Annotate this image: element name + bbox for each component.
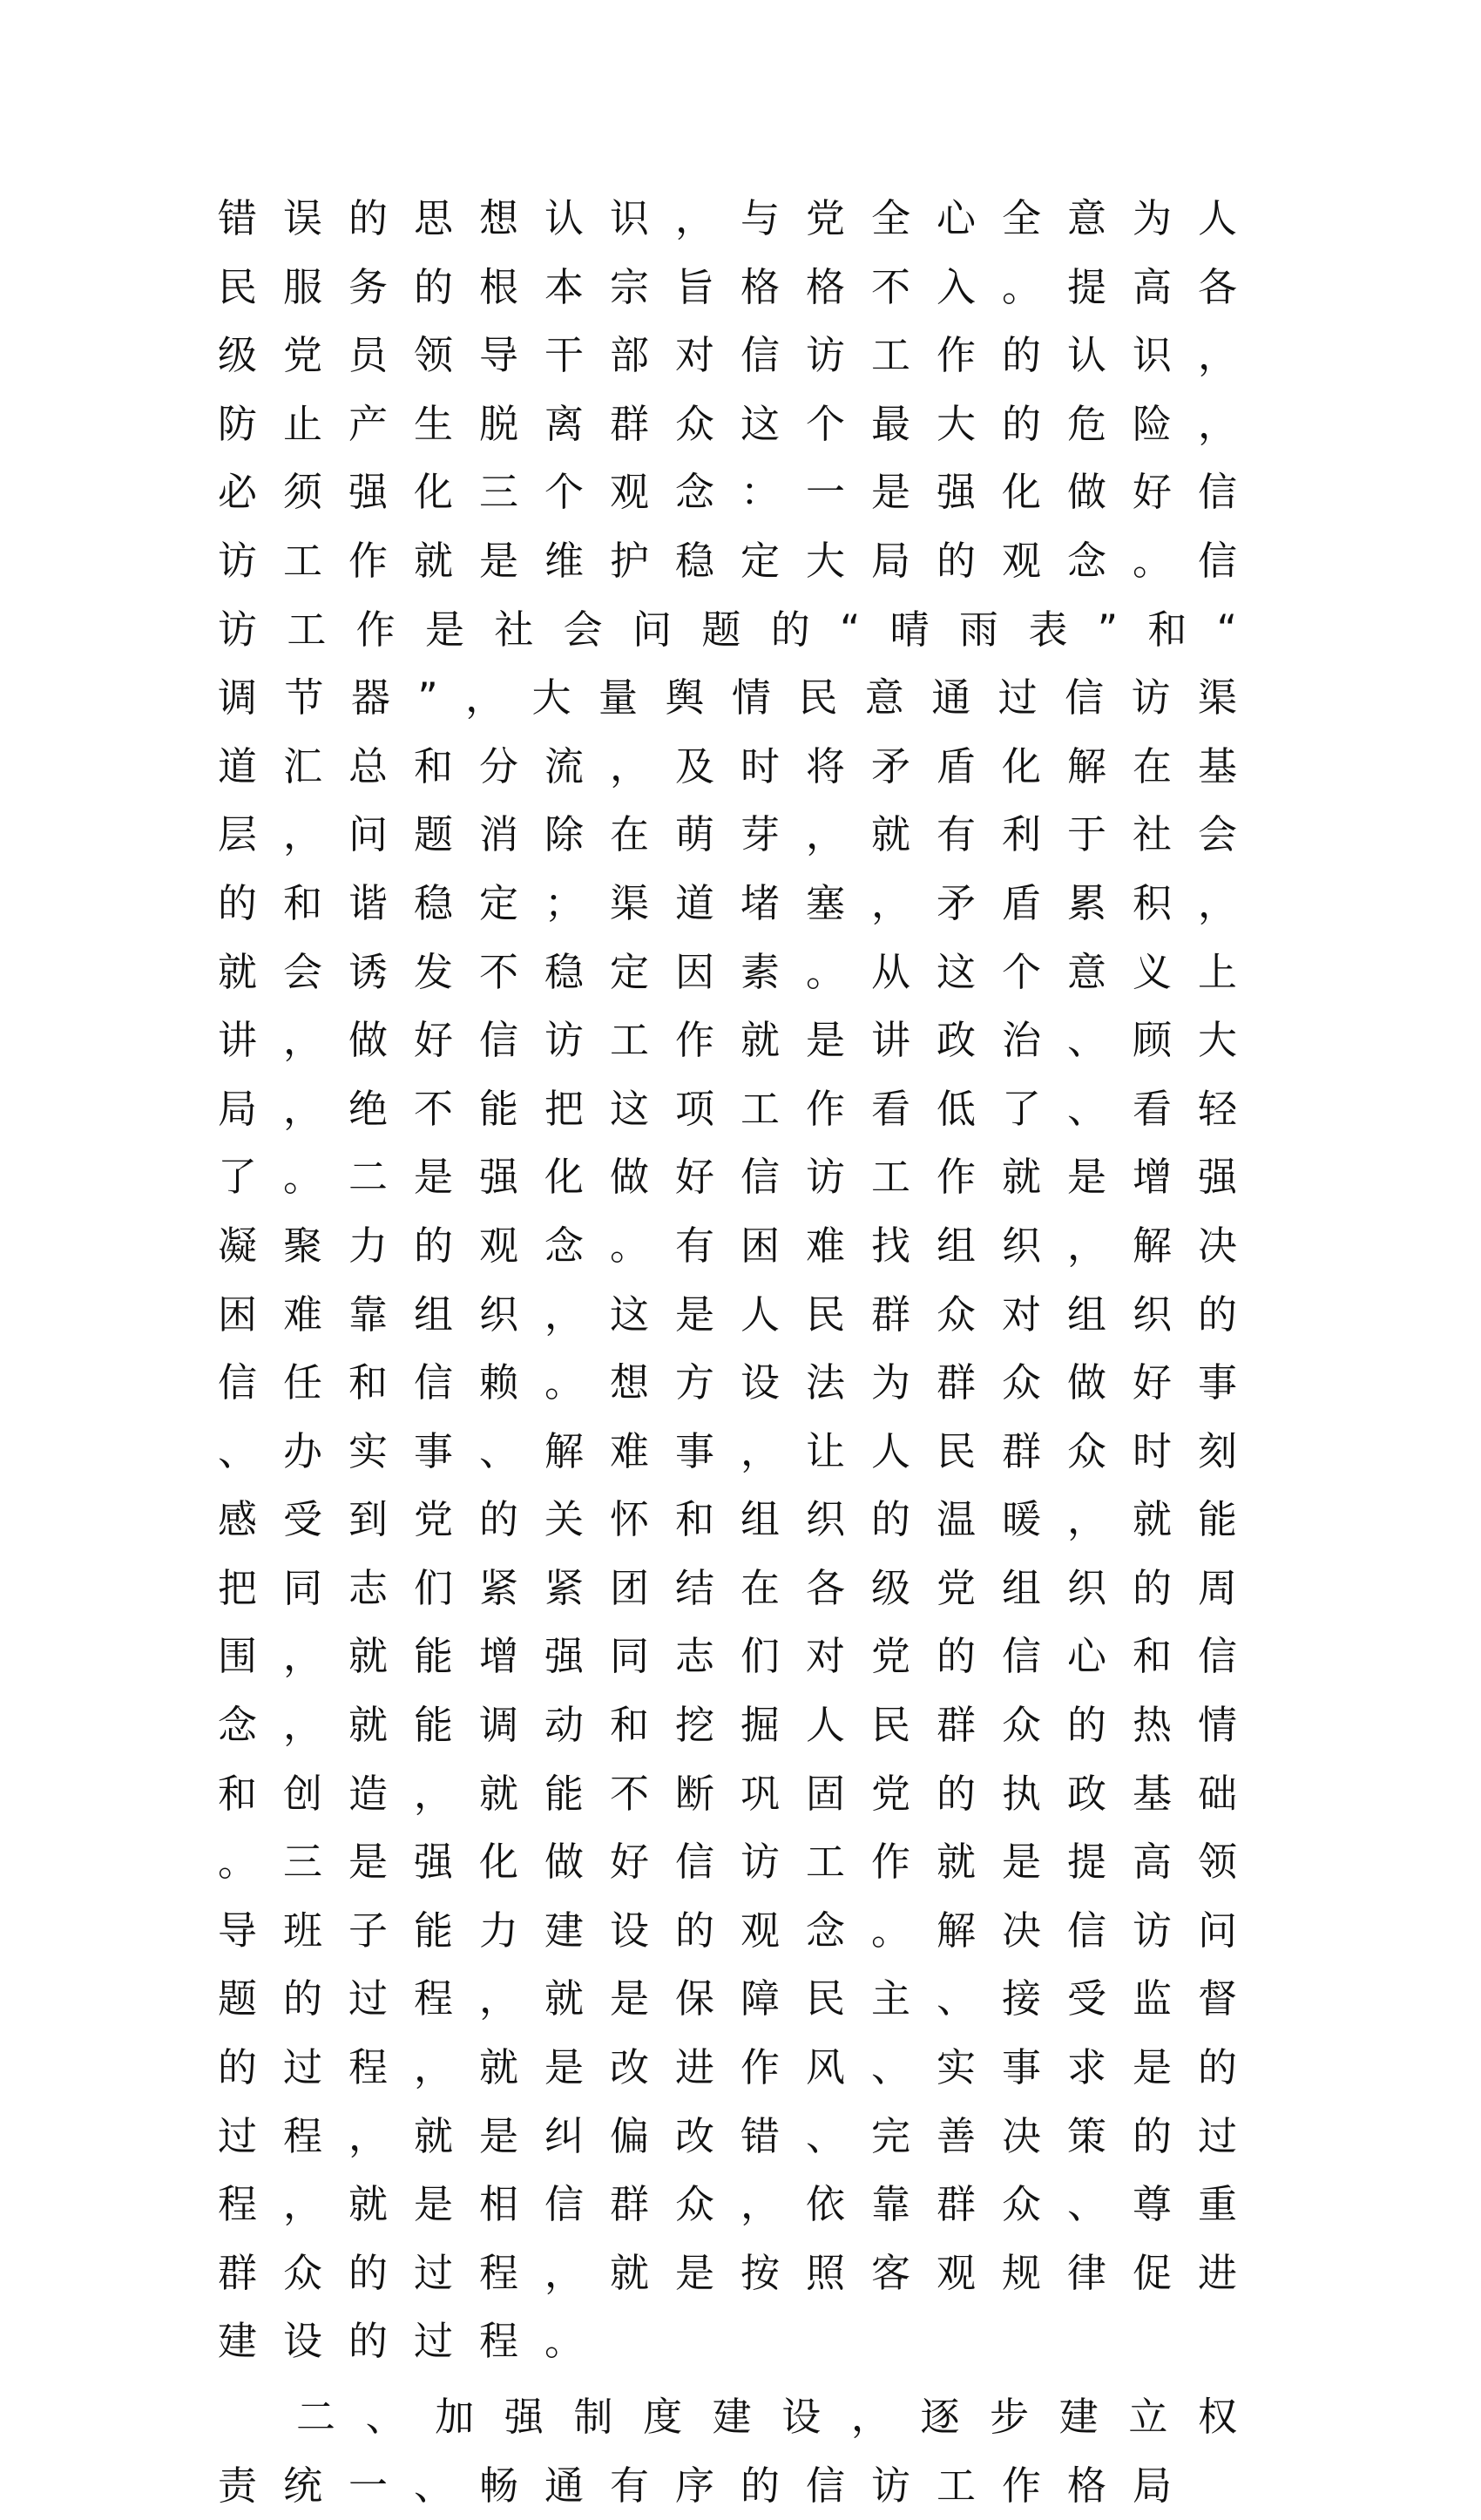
body-paragraph: 错误的思想认识，与党全心全意为人民服务的根本宗旨格格不入。提高各级党员领导干部对信访工作的认识，防止产生脱离群众这个最大的危险，必须强化三个观念：一是强化做好信访工作就是维护稳定大局的观念。信访工作是社会问题的“晴雨表”和“调节器”，大量舆情民意通过信访渠道汇总和分流，及时将矛盾化解在基层，问题消除在萌芽，就有利于社会的和谐稳定；渠道堵塞，矛盾累积，就会诱发不稳定因素。从这个意义上讲，做好信访工作就是讲政治、顾大局，绝不能把这项工作看低了、看轻了。二是强化做好信访工作就是增强凝聚力的观念。有困难找组织，解决困难靠组织，这是人民群众对组织的信任和信赖。想方设法为群众做好事、办实事、解难事，让人民群众时刻感受到党的关怀和组织的温暖，就能把同志们紧紧团结在各级党组织的周围，就能增强同志们对党的信心和信念，就能调动和挖掘人民群众的热情和创造，就能不断巩固党的执政基础。三是强化做好信访工作就是提高领导班子能力建设的观念。解决信访问题的过程，就是保障民主、接受监督的过程，就是改进作风、实事求是的过程，就是纠偏改错、完善决策的过程，就是相信群众，依靠群众、尊重群众的过程，就是按照客观规律促进建设的过程。 [218,195,1264,2365]
section-heading: 二、加强制度建设，逐步建立权责统一、畅通有序的信访工作格局 [218,2394,1263,2509]
document-body [218,185,1263,2520]
